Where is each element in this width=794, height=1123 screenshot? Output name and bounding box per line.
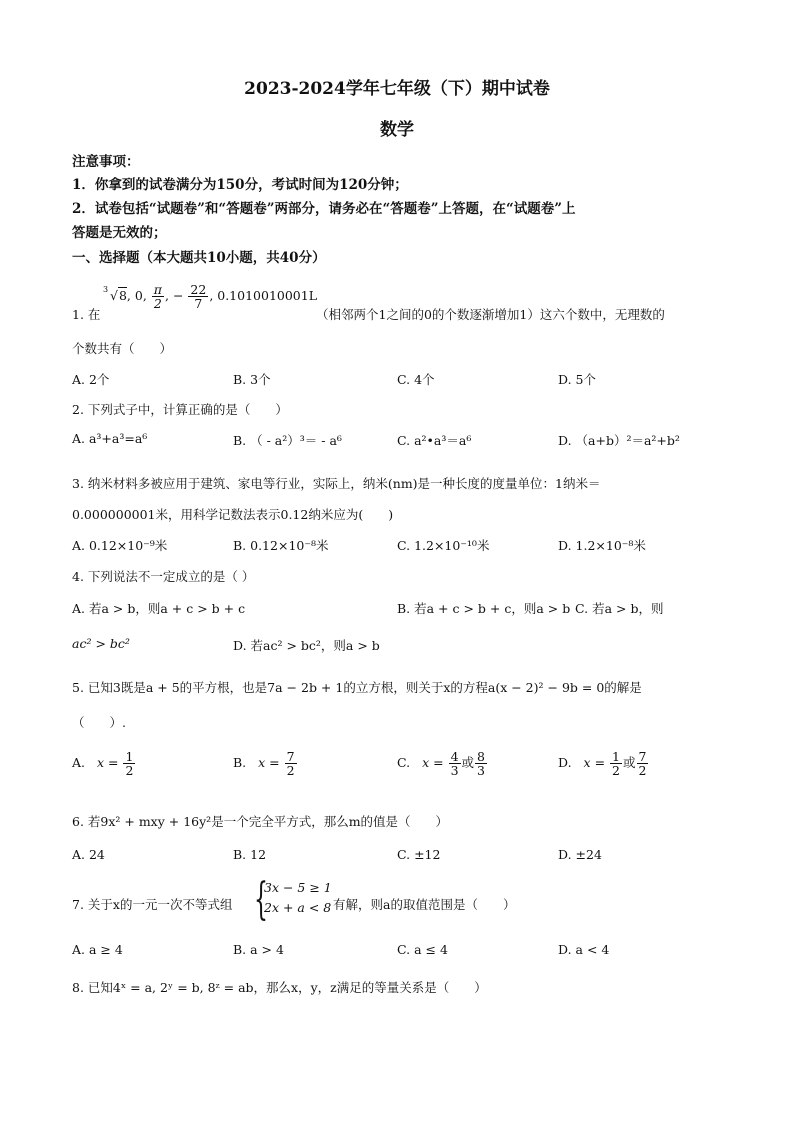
q7-option-c: C. a ≤ 4 [397,942,448,957]
q1-option-d: D. 5个 [558,372,596,387]
q4-option-c: C. 若a > b，则 [575,601,664,616]
cube-root-of-8: 3 √8 [103,285,127,304]
q2-option-b: B. （ - a²）³＝ - a⁶ [233,433,342,448]
q7-suffix: 有解，则a的取值范围是（ ） [333,897,516,912]
q1-prefix: 1. 在 [72,307,101,322]
q5-option-b: B. x = $\frac{7}{2}$ [233,749,295,779]
q7-option-d: D. a < 4 [558,942,610,957]
q4-option-b: B. 若a + c > b + c，则a > b [397,601,571,616]
q3-option-d: D. 1.2×10⁻⁸米 [558,538,646,553]
q1-option-a: A. 2个 [72,372,110,387]
q4-stem: 4. 下列说法不一定成立的是（ ） [72,569,255,584]
q1-line-2: 个数共有（ ） [72,341,173,356]
q3-line-1: 3. 纳米材料多被应用于建筑、家电等行业，实际上，纳米(nm)是一种长度的度量单位：1纳米＝ [72,476,601,491]
q6-option-d: D. ±24 [558,847,602,862]
q2-option-c: C. a²•a³＝a⁶ [397,433,472,448]
q8-stem: 8. 已知4ˣ = a, 2ʸ = b, 8ᶻ = ab，那么x，y，z满足的等量关系是（ ） [72,980,487,995]
q7-option-a: A. a ≥ 4 [72,942,123,957]
q3-option-b: B. 0.12×10⁻⁸米 [233,538,329,553]
q6-option-b: B. 12 [233,847,267,862]
q1-number-list: 3 √8, 0, $\frac{\pi}{2}$ , − $\frac{22}{7}$ , 0.1010010001L [103,282,318,312]
notice-heading: 注意事项： [72,154,140,170]
q7-prefix: 7. 关于x的一元一次不等式组 [72,897,233,912]
subject-title: 数学 [380,120,414,140]
q4-option-d: D. 若ac² > bc²，则a > b [233,638,380,653]
fraction-22-over-7: $\frac{22}{7}$ [190,282,207,312]
q5-line-2: （ ）. [72,715,126,730]
q1-option-b: B. 3个 [233,372,271,387]
q5-line-1: 5. 已知3既是a + 5的平方根，也是7a − 2b + 1的立方根，则关于x的方程a(x − 2)² − 9b = 0的解是 [72,680,642,695]
q7-option-b: B. a > 4 [233,942,284,957]
q5-option-a: A. x = $\frac{1}{2}$ [72,749,134,779]
q3-option-c: C. 1.2×10⁻¹⁰米 [397,538,490,553]
q7-inequality-system: { 3x − 5 ≥ 1 2x + a < 8 [254,874,332,925]
q3-option-a: A. 0.12×10⁻⁹米 [72,538,168,553]
q5-option-c: C. x = $\frac{4}{3}$ 或 $\frac{8}{3}$ [397,749,485,779]
q1-suffix: （相邻两个1之间的0的个数逐渐增加1）这六个数中，无理数的 [316,307,665,322]
q2-option-d: D. （a+b）²＝a²+b² [558,433,680,448]
notice-item-1: 1．你拿到的试卷满分为150分，考试时间为120分钟； [72,177,408,193]
fraction-pi-over-2: $\frac{\pi}{2}$ [153,282,162,312]
q4-option-a: A. 若a > b，则a + c > b + c [72,601,246,616]
notice-item-2-line-1: 2．试卷包括“试题卷”和“答题卷”两部分，请务必在“答题卷”上答题，在“试题卷”上 [72,201,576,217]
q2-stem: 2. 下列式子中，计算正确的是（ ） [72,402,288,417]
q2-option-a: A. a³+a³=a⁶ [72,431,148,446]
q1-option-c: C. 4个 [397,372,435,387]
left-brace-icon: { [254,874,268,925]
q6-option-a: A. 24 [72,847,105,862]
section-heading: 一、选择题（本大题共10小题，共40分） [72,250,326,266]
q4-option-c-continued: ac² > bc² [72,636,130,651]
q6-option-c: C. ±12 [397,847,441,862]
q6-stem: 6. 若9x² + mxy + 16y²是一个完全平方式，那么m的值是（ ） [72,814,449,829]
exam-title: 2023-2024学年七年级（下）期中试卷 [244,79,550,99]
q5-option-d: D. x = $\frac{1}{2}$ 或 $\frac{7}{2}$ [558,749,647,779]
notice-item-2-line-2: 答题是无效的； [72,225,167,241]
q3-line-2: 0.000000001米，用科学记数法表示0.12纳米应为( ) [72,507,394,522]
